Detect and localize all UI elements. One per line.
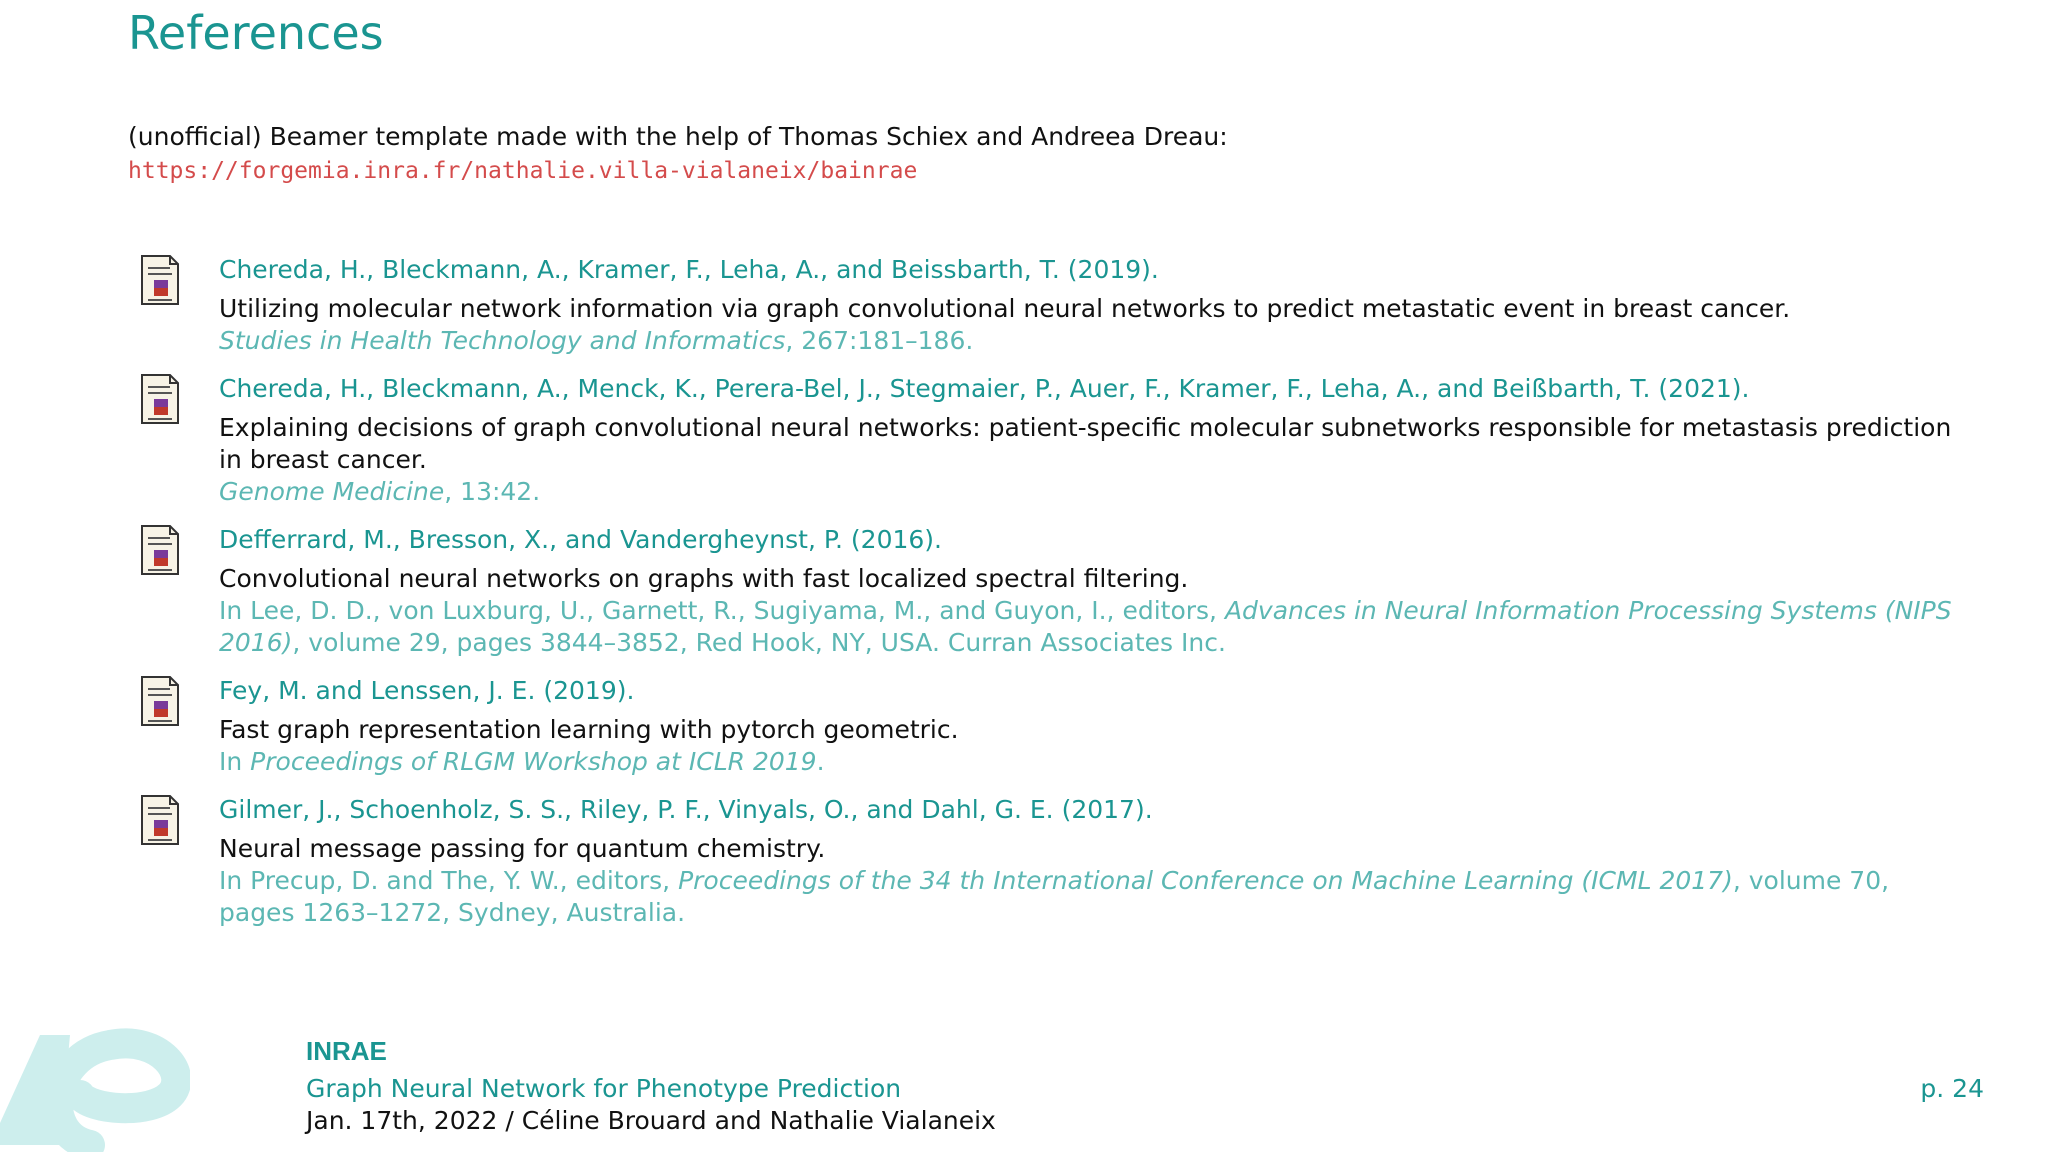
article-document-icon — [140, 675, 180, 727]
reference-list — [140, 254, 1960, 945]
inrae-logo-text: INRAE — [306, 1038, 387, 1064]
reference-venue — [219, 746, 1960, 778]
reference-title: Convolutional neural networks on graphs with fast localized spectral filtering. — [219, 564, 1189, 593]
reference-title: Utilizing molecular network information via graph convolutional neural networks to predict metastatic event in breast cancer. — [219, 294, 1791, 323]
reference-authors[interactable]: Defferrard, M., Bresson, X., and Vandergheynst, P. (2016). — [219, 525, 942, 554]
reference-title: Explaining decisions of graph convolutional neural networks: patient-specific molecular subnetworks responsible for metastasis prediction in breast cancer. — [219, 413, 1952, 474]
reference-title: Fast graph representation learning with pytorch geometric. — [219, 715, 959, 744]
footer-date-authors: Jan. 17th, 2022 / Céline Brouard and Nathalie Vialaneix — [306, 1106, 996, 1135]
venue-prefix: In — [219, 747, 251, 776]
venue-name: Proceedings of the 34 th International Conference on Machine Learning (ICML 2017) — [678, 866, 1733, 895]
inrae-ae-logo-watermark — [0, 1015, 190, 1152]
inrae-logo — [306, 1038, 406, 1064]
reference-item — [140, 254, 1960, 357]
article-document-icon — [140, 254, 180, 306]
reference-venue — [219, 476, 1960, 508]
venue-suffix: , volume 70, pages 1263–1272, Sydney, Australia. — [219, 866, 1890, 927]
venue-name: Studies in Health Technology and Informatics — [219, 326, 786, 355]
reference-authors[interactable]: Chereda, H., Bleckmann, A., Kramer, F., Leha, A., and Beissbarth, T. (2019). — [219, 255, 1159, 284]
article-document-icon — [140, 524, 180, 576]
reference-authors[interactable]: Chereda, H., Bleckmann, A., Menck, K., Perera-Bel, J., Stegmaier, P., Auer, F., Kramer, F., Leha, A., and Beißbarth, T. (2021). — [219, 374, 1750, 403]
venue-prefix: In Lee, D. D., von Luxburg, U., Garnett, R., Sugiyama, M., and Guyon, I., editors, — [219, 596, 1225, 625]
venue-suffix: , volume 29, pages 3844–3852, Red Hook, NY, USA. Curran Associates Inc. — [292, 628, 1226, 657]
page-number: p. 24 — [1920, 1074, 1984, 1103]
reference-venue — [219, 325, 1960, 357]
venue-suffix: , 267:181–186. — [785, 326, 974, 355]
venue-suffix: , 13:42. — [444, 477, 541, 506]
reference-item — [140, 675, 1960, 778]
intro-block — [128, 120, 1228, 188]
venue-name: Advances in Neural Information Processing Systems (NIPS 2016) — [219, 596, 1952, 657]
reference-authors[interactable]: Gilmer, J., Schoenholz, S. S., Riley, P. F., Vinyals, O., and Dahl, G. E. (2017). — [219, 795, 1153, 824]
template-url-link[interactable]: https://forgemia.inra.fr/nathalie.villa-vialaneix/bainrae — [128, 158, 918, 184]
article-document-icon — [140, 373, 180, 425]
page-title: References — [128, 6, 384, 60]
reference-item — [140, 794, 1960, 929]
footer-talk-title: Graph Neural Network for Phenotype Prediction — [306, 1074, 902, 1103]
venue-name: Genome Medicine — [219, 477, 445, 506]
venue-suffix: . — [816, 747, 825, 776]
reference-title: Neural message passing for quantum chemistry. — [219, 834, 826, 863]
venue-name: Proceedings of RLGM Workshop at ICLR 2019 — [250, 747, 817, 776]
reference-venue — [219, 865, 1960, 929]
reference-item — [140, 524, 1960, 659]
reference-venue — [219, 595, 1960, 659]
reference-item — [140, 373, 1960, 508]
venue-prefix: In Precup, D. and The, Y. W., editors, — [219, 866, 679, 895]
reference-authors[interactable]: Fey, M. and Lenssen, J. E. (2019). — [219, 676, 635, 705]
intro-text: (unofficial) Beamer template made with the help of Thomas Schiex and Andreea Dreau: — [128, 122, 1228, 151]
article-document-icon — [140, 794, 180, 846]
